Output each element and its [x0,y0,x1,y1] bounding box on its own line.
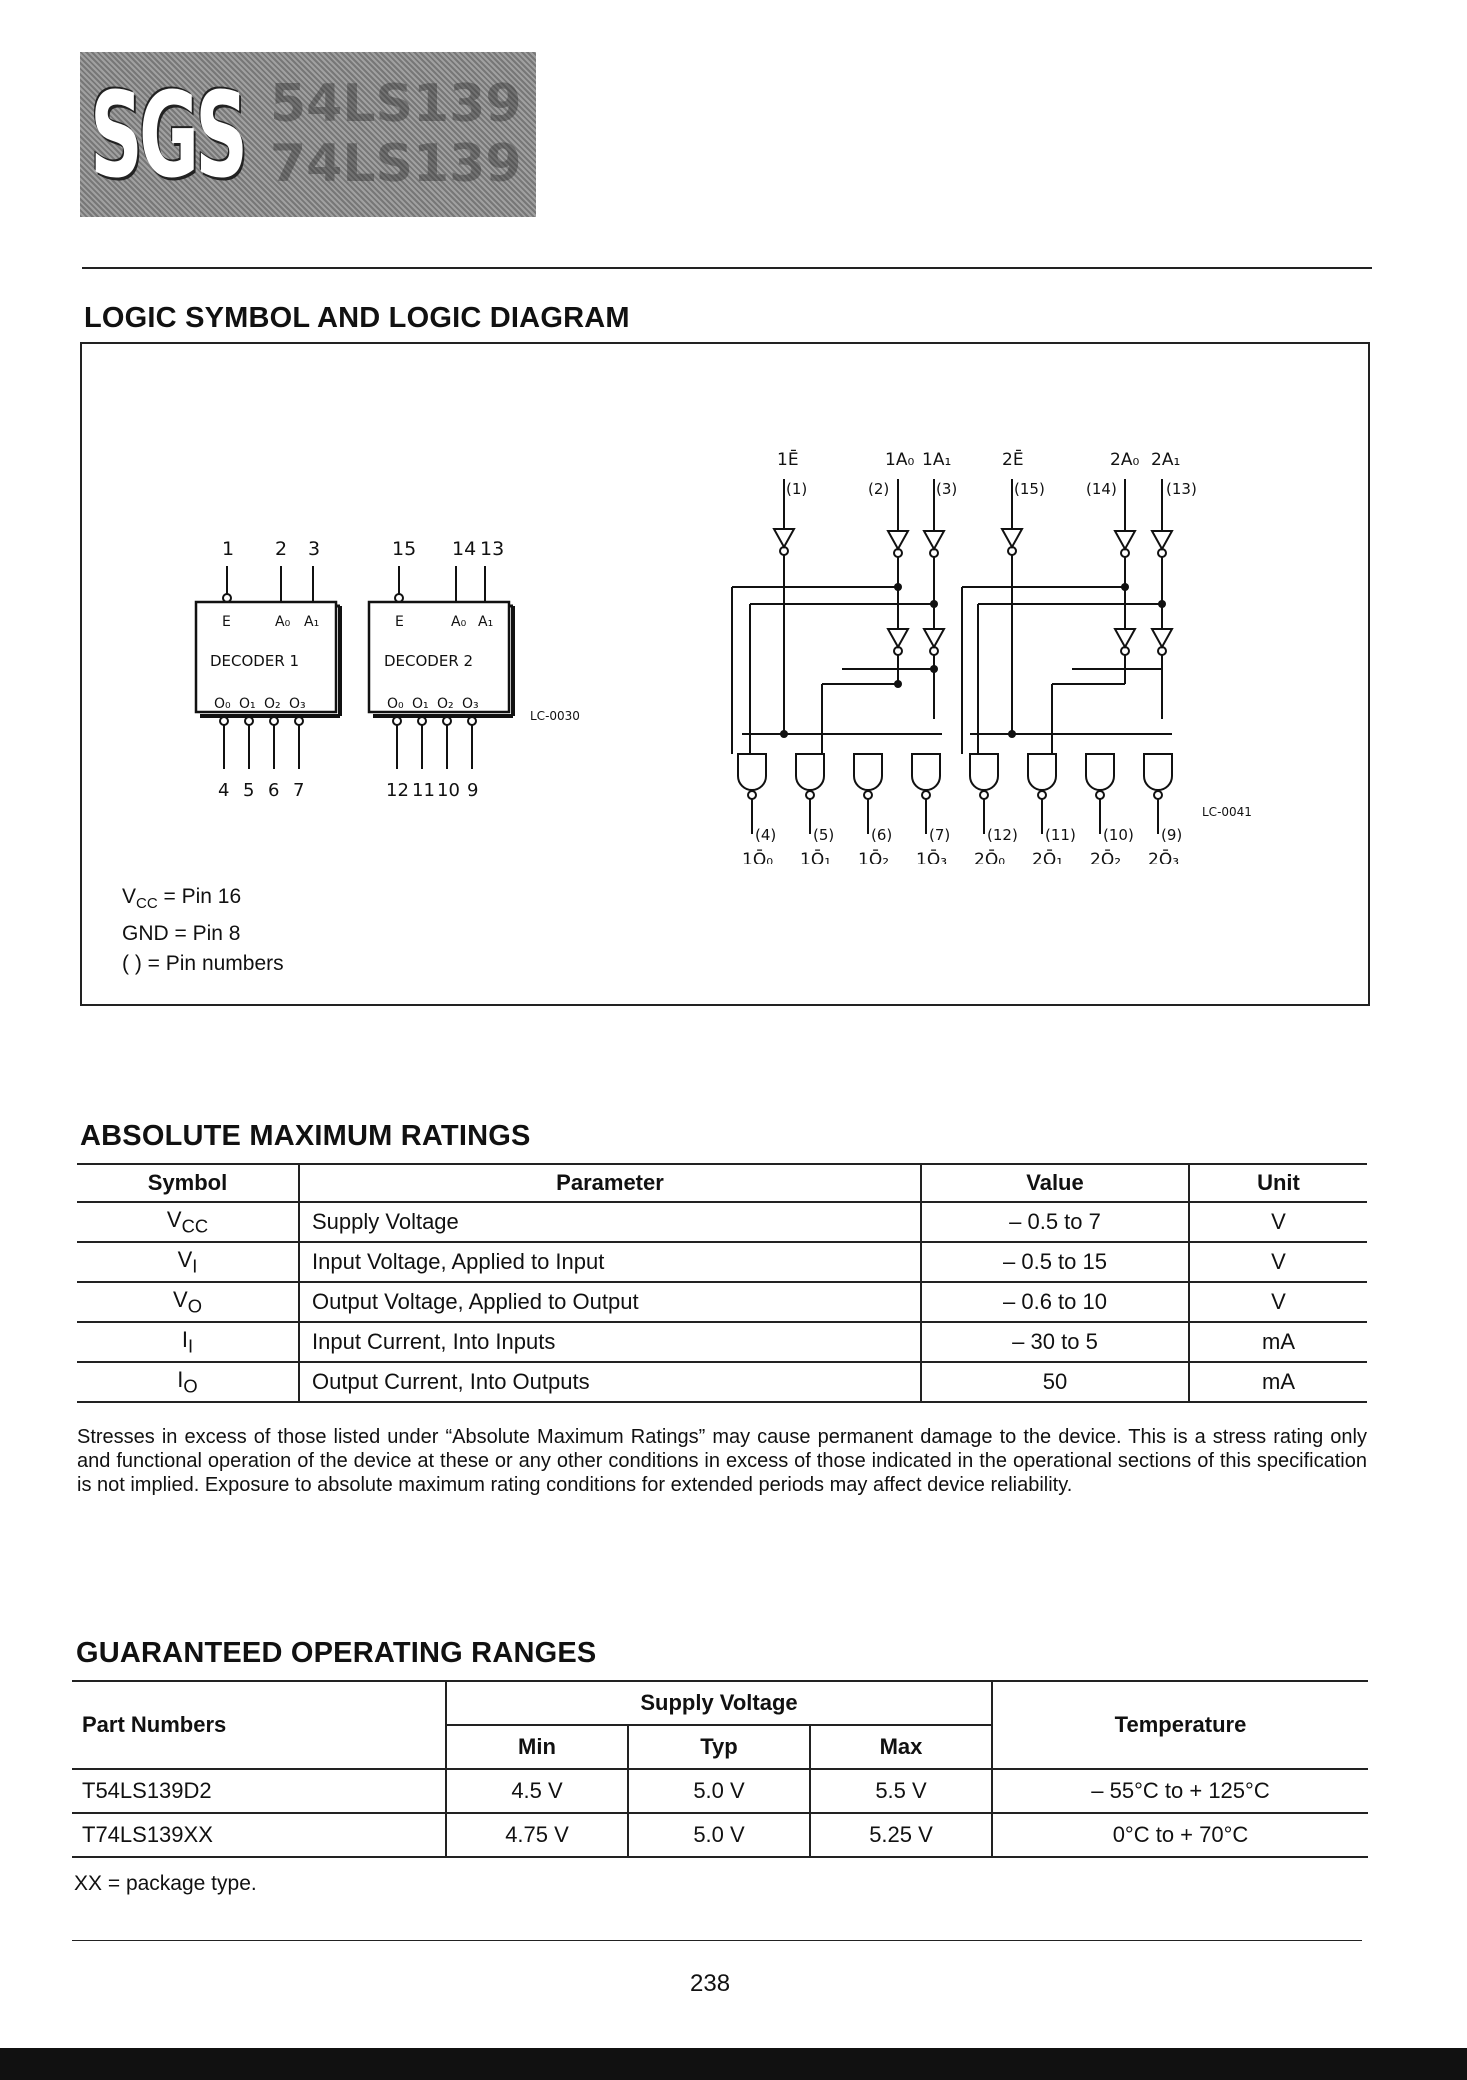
section-title-gor: GUARANTEED OPERATING RANGES [76,1637,597,1669]
amr-parameter: Output Current, Into Outputs [299,1362,921,1402]
input-1e-label: 1Ē [777,450,799,470]
input-2a1-pin: (13) [1166,480,1197,498]
decoder-1-symbol [196,538,340,801]
gor-header-supply: Supply Voltage [446,1681,992,1725]
dec2-out-3: O₃ [462,696,479,712]
symbol-ref: LC-0030 [530,709,580,723]
legend-vcc: $V_{CC}$ = Pin 16 [122,885,242,913]
gor-header-max: Max [810,1725,992,1769]
table-row [72,1813,1368,1857]
dec2-out-1: O₁ [412,696,429,712]
gor-max: 5.25 V [810,1813,992,1857]
out-pin-4: (4) [755,826,777,844]
dec1-pin-1: 1 [222,538,235,560]
dec2-pin-11: 11 [412,780,435,801]
gor-temp: 0°C to + 70°C [992,1813,1368,1857]
amr-table [77,1163,1367,1403]
out-label-1o2: 1Ō₂ [858,850,890,864]
dec1-a1-label: A₁ [304,614,320,630]
amr-parameter: Input Current, Into Inputs [299,1322,921,1362]
amr-value: – 30 to 5 [921,1322,1189,1362]
input-1a0-pin: (2) [868,480,890,498]
dec2-pin-12: 12 [386,780,409,801]
dec1-pin-6: 6 [268,780,280,801]
table-row [77,1242,1367,1282]
section-title-logic: LOGIC SYMBOL AND LOGIC DIAGRAM [84,302,630,334]
input-1a1-label: 1A₁ [922,450,952,470]
table-row [77,1362,1367,1402]
dec2-out-0: O₀ [387,696,404,712]
amr-unit: V [1189,1242,1367,1282]
out-label-1o0: 1Ō₀ [742,850,774,864]
out-label-2o1: 2Ō₁ [1032,850,1064,864]
logo-part-number-faded: 54LS139 74LS139 [270,74,522,194]
out-label-2o2: 2Ō₂ [1090,850,1122,864]
amr-unit: mA [1189,1322,1367,1362]
dec1-out-2: O₂ [264,696,281,712]
company-logo [80,52,536,217]
amr-parameter: Supply Voltage [299,1202,921,1242]
legend-gnd: GND = Pin 8 [122,922,241,946]
package-footnote: XX = package type. [74,1872,257,1895]
amr-parameter: Output Voltage, Applied to Output [299,1282,921,1322]
dec1-a0-label: A₀ [275,614,291,630]
dec2-pin-10: 10 [437,780,460,801]
dec1-out-0: O₀ [214,696,231,712]
input-1a1-pin: (3) [936,480,958,498]
gor-header-min: Min [446,1725,628,1769]
dec1-pin-3: 3 [308,538,321,560]
input-1a0-label: 1A₀ [885,450,915,470]
table-row [77,1202,1367,1242]
dec2-a0-label: A₀ [451,614,467,630]
out-label-2o0: 2Ō₀ [974,850,1006,864]
out-label-1o3: 1Ō₃ [916,850,948,864]
dec2-a1-label: A₁ [478,614,494,630]
amr-symbol: $I_O$ [77,1362,299,1402]
dec1-out-1: O₁ [239,696,256,712]
dec1-pin-4: 4 [218,780,230,801]
dec1-out-3: O₃ [289,696,306,712]
diagram-ref: LC-0041 [1202,805,1252,819]
scan-bottom-edge [0,2048,1467,2080]
page-number: 238 [690,1970,731,1997]
gor-temp: – 55°C to + 125°C [992,1769,1368,1813]
amr-unit: mA [1189,1362,1367,1402]
out-label-2o3: 2Ō₃ [1148,850,1180,864]
out-pin-12: (12) [987,826,1018,844]
gor-header-part: Part Numbers [72,1681,446,1769]
amr-symbol: $V_I$ [77,1242,299,1282]
amr-value: – 0.6 to 10 [921,1282,1189,1322]
gor-part: T54LS139D2 [72,1769,446,1813]
dec2-out-2: O₂ [437,696,454,712]
dec2-pin-9: 9 [467,780,479,801]
gor-part: T74LS139XX [72,1813,446,1857]
out-pin-9: (9) [1161,826,1183,844]
table-row [72,1769,1368,1813]
dec1-pin-2: 2 [275,538,288,560]
dec1-pin-5: 5 [243,780,255,801]
logic-diagram [732,448,1252,864]
out-pin-7: (7) [929,826,951,844]
amr-header-symbol: Symbol [77,1164,299,1202]
input-2a1-label: 2A₁ [1151,450,1181,470]
gor-min: 4.75 V [446,1813,628,1857]
amr-symbol: $V_O$ [77,1282,299,1322]
out-pin-10: (10) [1103,826,1134,844]
dec2-name: DECODER 2 [384,652,474,670]
amr-unit: V [1189,1202,1367,1242]
amr-note: Stresses in excess of those listed under “Absolute Maximum Ratings” may cause permanent damage to the device. This is a stress rating only and functional operation of the device at these or any other conditions in excess of those indicated in the operational sections of this specification is not implied. Exposure to absolute maximum rating conditions for extended periods may affect device reliability. [77,1426,1367,1496]
input-2a0-label: 2A₀ [1110,450,1140,470]
dec1-e-label: E [222,614,231,630]
dec1-pin-7: 7 [293,780,305,801]
out-pin-11: (11) [1045,826,1076,844]
amr-symbol: $I_I$ [77,1322,299,1362]
amr-unit: V [1189,1282,1367,1322]
amr-header-unit: Unit [1189,1164,1367,1202]
amr-value: – 0.5 to 7 [921,1202,1189,1242]
amr-header-value: Value [921,1164,1189,1202]
dec2-e-label: E [395,614,404,630]
amr-header-parameter: Parameter [299,1164,921,1202]
legend-pin-numbers: ( ) = Pin numbers [122,952,284,976]
out-label-1o1: 1Ō₁ [800,850,832,864]
dec2-pin-14: 14 [452,538,477,560]
pin-legend [122,882,284,979]
gor-header-typ: Typ [628,1725,810,1769]
input-2a0-pin: (14) [1086,480,1117,498]
gor-max: 5.5 V [810,1769,992,1813]
gor-min: 4.5 V [446,1769,628,1813]
input-2e-label: 2Ē [1002,450,1024,470]
gor-typ: 5.0 V [628,1813,810,1857]
gor-table [72,1680,1368,1858]
dec1-name: DECODER 1 [210,652,300,670]
table-row [77,1282,1367,1322]
header-rule [82,267,1372,269]
input-1e-pin: (1) [786,480,808,498]
amr-parameter: Input Voltage, Applied to Input [299,1242,921,1282]
dec2-pin-15: 15 [392,538,417,560]
logo-text: SGS [90,66,245,204]
gor-header-temp: Temperature [992,1681,1368,1769]
out-pin-5: (5) [813,826,835,844]
gor-typ: 5.0 V [628,1769,810,1813]
amr-symbol: $V_{CC}$ [77,1202,299,1242]
logic-diagrams-svg [82,344,1368,864]
amr-value: – 0.5 to 15 [921,1242,1189,1282]
footer-rule [72,1940,1362,1941]
section-title-amr: ABSOLUTE MAXIMUM RATINGS [80,1120,531,1152]
table-row [77,1322,1367,1362]
amr-value: 50 [921,1362,1189,1402]
out-pin-6: (6) [871,826,893,844]
dec2-pin-13: 13 [480,538,505,560]
decoder-2-symbol [369,538,580,801]
input-2e-pin: (15) [1014,480,1045,498]
